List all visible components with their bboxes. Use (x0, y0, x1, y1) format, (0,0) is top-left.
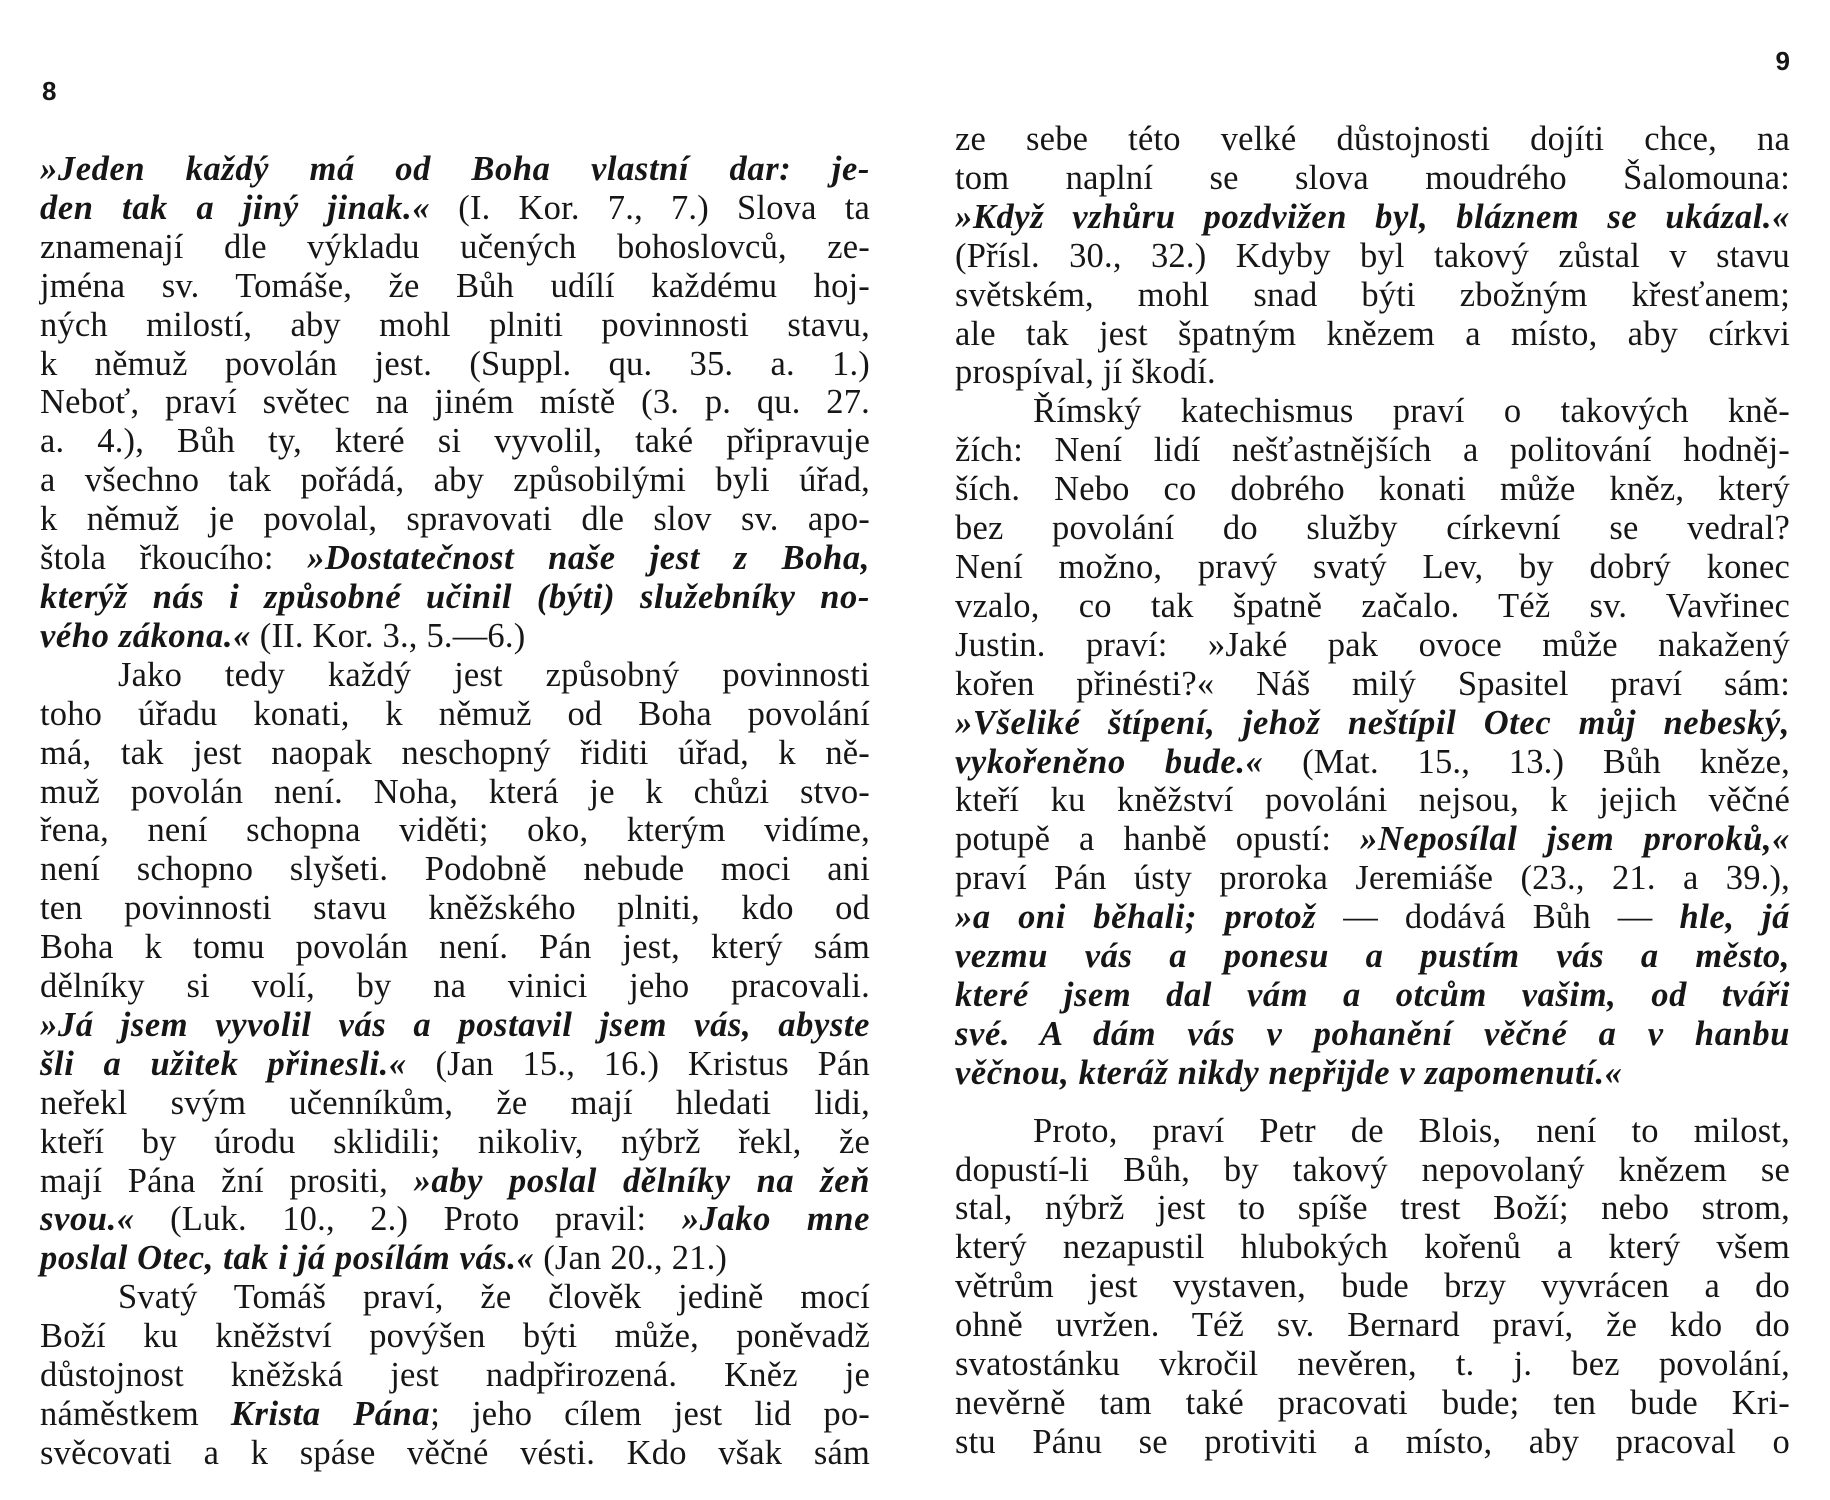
text-run: muž povolán není. Noha, která je k chůzi stvo- (40, 772, 870, 811)
text-run: k němuž povolán jest. (Suppl. qu. 35. a. 1.) (40, 344, 870, 383)
text-run: světském, mohl snad býti zbožným křesťanem; (955, 275, 1790, 314)
text-line (40, 1395, 870, 1434)
text-line (40, 189, 870, 228)
text-line (955, 665, 1790, 704)
text-line (40, 967, 870, 1006)
text-line (955, 1267, 1790, 1306)
italic-quote-run: »Jeden každý má od Boha vlastní dar: je- (40, 150, 870, 188)
text-run: Proto, praví Petr de Blois, není to milost, (1033, 1111, 1790, 1150)
text-line (955, 1112, 1790, 1151)
text-run: dopustí-li Bůh, by takový nepovolaný knězem se (955, 1150, 1790, 1189)
text-run: důstojnost kněžská jest nadpřirozená. Kněz je (40, 1356, 870, 1395)
text-line (955, 1228, 1790, 1267)
italic-quote-run: »Já jsem vyvolil vás a postavil jsem vás, abyste (40, 1005, 870, 1044)
text-line (40, 228, 870, 267)
text-line (40, 811, 870, 850)
text-run: a všechno tak pořádá, aby způsobilými byli úřad, (40, 461, 870, 500)
text-run: není schopno slyšeti. Podobně nebude moci ani (40, 850, 870, 889)
text-run: dělníky si volí, by na vinici jeho pracovali. (40, 967, 870, 1006)
italic-quote-run: »Všeliké štípení, jehož neštípil Otec můj nebeský, (955, 703, 1790, 742)
italic-quote-run: své. A dám vás v pohanění věčné a v hanbu (955, 1014, 1790, 1053)
text-line (955, 1015, 1790, 1054)
text-line (40, 150, 870, 189)
italic-quote-run: »Dostatečnost naše jest z Boha, (307, 539, 870, 578)
italic-quote-run: »a oni běhali; protož (955, 898, 1317, 937)
text-run: Boha k tomu povolán není. Pán jest, který sám (40, 928, 870, 967)
text-line (955, 587, 1790, 626)
italic-quote-run: poslal Otec, tak i já posílám vás.« (40, 1239, 535, 1278)
text-run: neřekl svým učenníkům, že mají hledati lidi, (40, 1083, 870, 1122)
text-line (40, 1356, 870, 1395)
text-line (40, 1123, 870, 1162)
text-run: ze sebe této velké důstojnosti dojíti chce, na (955, 120, 1790, 158)
text-run: Svatý Tomáš praví, že člověk jedině mocí (118, 1278, 870, 1317)
text-line (955, 1054, 1790, 1093)
text-line (40, 928, 870, 967)
italic-quote-run: šli a užitek přinesli.« (40, 1044, 407, 1083)
paragraph-gap (955, 1093, 1790, 1112)
text-run: jména sv. Tomáše, že Bůh udílí každému hoj- (40, 266, 870, 305)
text-line (40, 773, 870, 812)
page-number: 9 (1775, 46, 1790, 76)
text-line (955, 704, 1790, 743)
text-line (955, 159, 1790, 198)
text-run: ohně uvržen. Též sv. Bernard praví, že kdo do (955, 1306, 1790, 1345)
text-run: (Luk. 10., 2.) Proto pravil: (134, 1200, 682, 1239)
italic-quote-run: věčnou, kteráž nikdy nepřijde v zapomenutí.« (955, 1053, 1623, 1092)
text-line (40, 345, 870, 384)
text-line (40, 1162, 870, 1201)
text-run: Není možno, pravý svatý Lev, by dobrý konec (955, 547, 1790, 586)
text-run: — dodává Bůh — (1316, 898, 1680, 937)
text-line (955, 548, 1790, 587)
text-run: ných milostí, aby mohl plniti povinnosti stavu, (40, 305, 870, 344)
text-line (40, 422, 870, 461)
text-line (955, 781, 1790, 820)
text-run: potupě a hanbě opustí: (955, 820, 1361, 859)
text-run: Neboť, praví světec na jiném místě (3. p. qu. 27. (40, 383, 870, 422)
text-run: znamenají dle výkladu učených bohoslovců, ze- (40, 227, 870, 266)
text-run: nevěrně tam také pracovati bude; ten bude Kri- (955, 1384, 1790, 1422)
text-line (40, 1239, 870, 1278)
italic-quote-run: kterýž nás i způsobné učinil (býti) služebníky no- (40, 577, 870, 616)
text-line (40, 578, 870, 617)
text-line (40, 383, 870, 422)
text-run: (Mat. 15., 13.) Bůh kněze, (1263, 742, 1790, 781)
text-run: (Přísl. 30., 32.) Kdyby byl takový zůstal v stavu (955, 236, 1790, 275)
text-run: Římský katechismus praví o takových kně- (1033, 392, 1790, 431)
text-run: ale tak jest špatným knězem a místo, aby církvi (955, 314, 1790, 353)
text-run: vzalo, co tak špatně začalo. Též sv. Vavřinec (955, 586, 1790, 625)
page-text (40, 150, 870, 1473)
text-run: stal, nýbrž jest to spíše trest Boží; nebo strom, (955, 1189, 1790, 1228)
italic-quote-run: hle, já (1679, 898, 1791, 937)
text-run: praví Pán ústy proroka Jeremiáše (23., 21. a 39.), (955, 859, 1790, 898)
text-run: tom naplní se slova moudrého Šalomouna: (955, 158, 1790, 197)
text-run: stu Pánu se protiviti a místo, aby pracoval o (955, 1422, 1790, 1461)
text-line (40, 1084, 870, 1123)
text-line (955, 1345, 1790, 1384)
text-run: (Jan 20., 21.) (534, 1239, 728, 1278)
text-line (955, 315, 1790, 354)
text-run: svěcovati a k spáse věčné vésti. Kdo však sám (40, 1433, 870, 1472)
text-line (955, 1306, 1790, 1345)
text-line (40, 850, 870, 889)
text-line (955, 353, 1790, 392)
text-line (40, 267, 870, 306)
italic-quote-run: vezmu vás a ponesu a pustím vás a město, (955, 937, 1790, 976)
italic-quote-run: »Jako mne (681, 1200, 870, 1239)
text-line (40, 1200, 870, 1239)
text-line (40, 306, 870, 345)
italic-quote-run: »aby poslal dělníky na žeň (413, 1161, 870, 1200)
italic-quote-run: svou.« (40, 1200, 135, 1239)
text-run: (II. Kor. 3., 5.—6.) (250, 616, 526, 655)
text-line (955, 1423, 1790, 1462)
text-line (955, 1384, 1790, 1423)
text-run: Boží ku kněžství povýšen býti může, poněvadž (40, 1317, 870, 1356)
text-line (40, 1434, 870, 1473)
text-line (955, 120, 1790, 159)
text-line (40, 889, 870, 928)
text-run: toho úřadu konati, k němuž od Boha povolání (40, 694, 870, 733)
text-run: kteří by úrodu sklidili; nikoliv, nýbrž řekl, že (40, 1122, 870, 1161)
text-line (40, 500, 870, 539)
text-run: má, tak jest naopak neschopný řiditi úřad, k ně- (40, 733, 870, 772)
text-line (40, 1045, 870, 1084)
text-run: který nezapustil hlubokých kořenů a který všem (955, 1228, 1790, 1267)
text-line (40, 1317, 870, 1356)
text-run: ších. Nebo co dobrého konati může kněz, který (955, 470, 1790, 509)
text-run: štola řkoucího: (40, 539, 308, 578)
text-line (40, 461, 870, 500)
text-line (955, 976, 1790, 1015)
text-line (40, 656, 870, 695)
italic-quote-run: vykořeněno bude.« (955, 742, 1264, 781)
text-line (955, 743, 1790, 782)
text-run: mají Pána žní prositi, (40, 1161, 414, 1200)
text-run: (Jan 15., 16.) Kristus Pán (406, 1044, 870, 1083)
text-line (955, 898, 1790, 937)
text-run: k němuž je povolal, spravovati dle slov sv. apo- (40, 500, 870, 539)
italic-quote-run: den tak a jiný jinak.« (40, 188, 431, 227)
text-line (955, 276, 1790, 315)
text-run: kořen přinésti?« Náš milý Spasitel praví sám: (955, 664, 1790, 703)
italic-quote-run: »Neposílal jsem proroků,« (1360, 820, 1790, 859)
italic-quote-run: vého zákona.« (40, 616, 251, 655)
page-text (955, 120, 1790, 1462)
text-line (40, 695, 870, 734)
text-run: a. 4.), Bůh ty, které si vyvolil, také připravuje (40, 422, 870, 461)
text-line (955, 626, 1790, 665)
text-run: větrům jest vystaven, bude brzy vyvrácen a do (955, 1267, 1790, 1306)
text-line (955, 431, 1790, 470)
text-run: ; jeho cílem jest lid po- (430, 1395, 870, 1433)
italic-quote-run: »Když vzhůru pozdvižen byl, bláznem se ukázal.« (955, 197, 1790, 236)
italic-quote-run: Krista Pána (230, 1395, 431, 1433)
text-line (40, 734, 870, 773)
italic-quote-run: které jsem dal vám a otcům vašim, od tváři (955, 975, 1790, 1014)
text-line (955, 470, 1790, 509)
text-line (40, 1006, 870, 1045)
text-run: prospíval, jí škodí. (955, 353, 1216, 392)
text-line (40, 539, 870, 578)
text-run: kteří ku kněžství povoláni nejsou, k jejich věčné (955, 781, 1790, 820)
text-line (955, 198, 1790, 237)
text-line (955, 392, 1790, 431)
text-run: svatostánku vkročil nevěren, t. j. bez povolání, (955, 1345, 1790, 1384)
text-run: ten povinnosti stavu kněžského plniti, kdo od (40, 889, 870, 928)
text-line (955, 237, 1790, 276)
text-line (955, 509, 1790, 548)
text-run: řena, není schopna viděti; oko, kterým vidíme, (40, 811, 870, 850)
text-run: (I. Kor. 7., 7.) Slova ta (430, 188, 870, 227)
text-run: Jako tedy každý jest způsobný povinnosti (118, 655, 870, 694)
text-line (955, 937, 1790, 976)
text-run: bez povolání do služby církevní se vedral? (955, 509, 1790, 548)
page-number: 8 (42, 76, 57, 106)
text-line (955, 859, 1790, 898)
text-line (955, 1189, 1790, 1228)
text-run: Justin. praví: »Jaké pak ovoce může nakažený (955, 625, 1790, 664)
text-line (955, 1151, 1790, 1190)
text-run: náměstkem (40, 1395, 231, 1433)
text-line (40, 617, 870, 656)
text-line (955, 820, 1790, 859)
text-line (40, 1278, 870, 1317)
text-run: žích: Není lidí nešťastnějších a politování hodněj- (955, 431, 1790, 470)
